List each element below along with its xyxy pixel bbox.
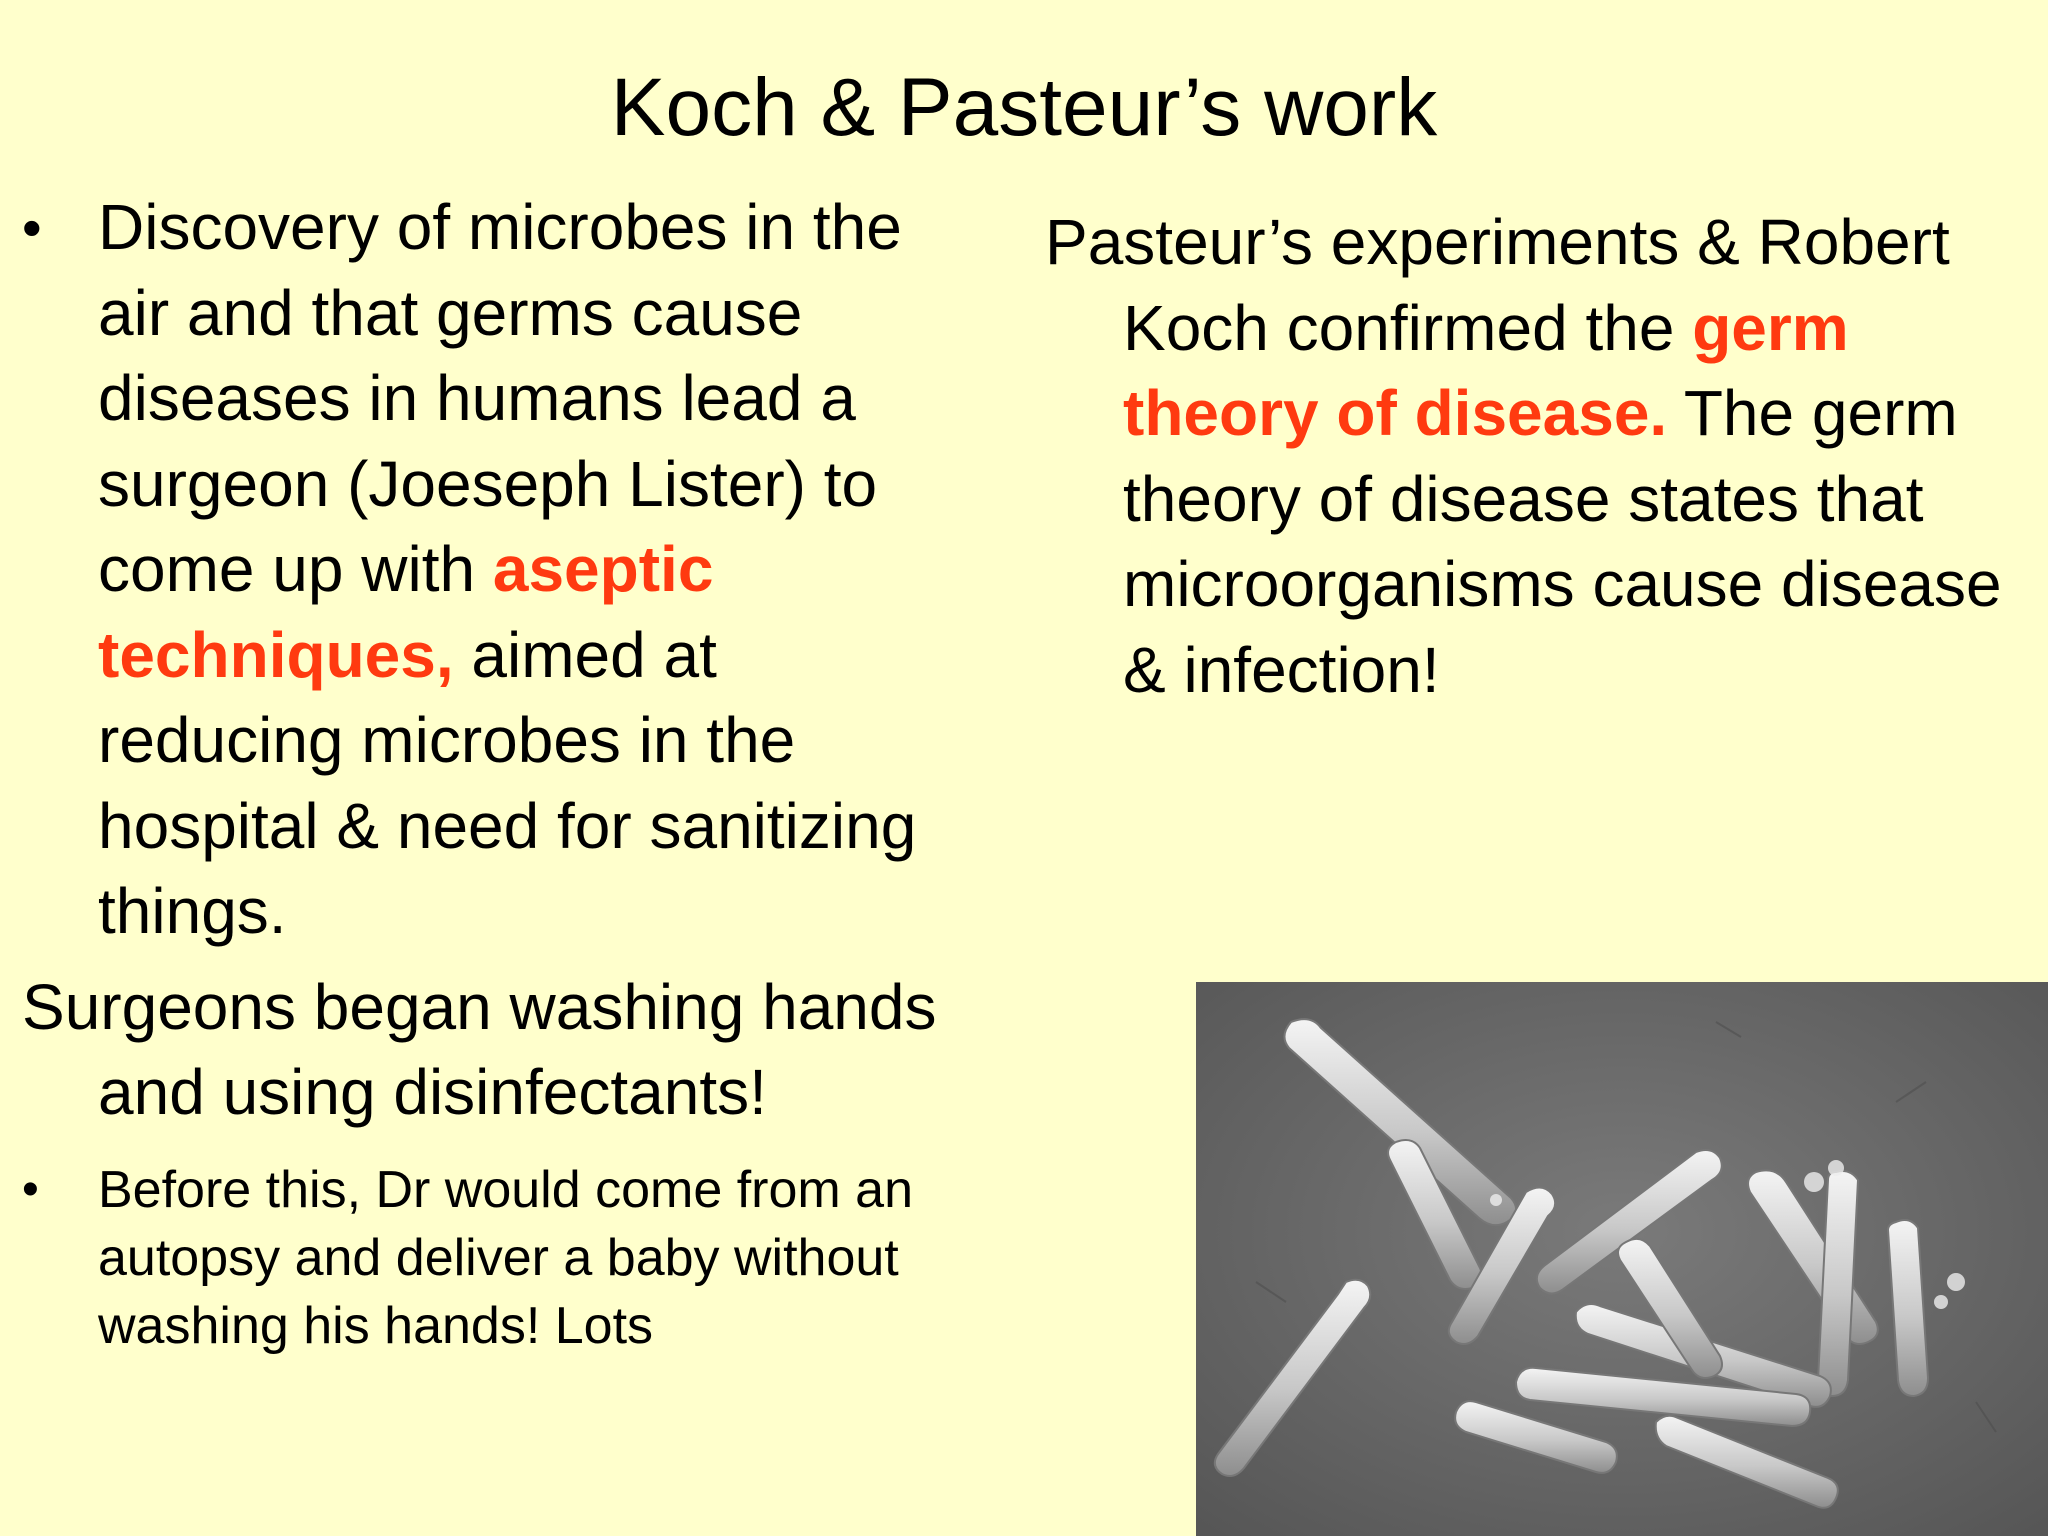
- germ-theory-text-start: Pasteur’s experiments & Robert Koch confirmed the: [1045, 206, 1950, 364]
- lister-text-end: aimed at reducing microbes in the hospital & need for sanitizing things.: [98, 618, 917, 947]
- bullet-marker: •: [22, 1162, 39, 1216]
- bullet-marker: •: [22, 196, 42, 259]
- germ-theory-highlight: germ theory of disease.: [1123, 291, 1849, 449]
- bullet-lister-aseptic: [22, 185, 952, 955]
- germ-theory-text-end: The germ theory of disease states that microorganisms cause disease & infection!: [1123, 377, 2002, 706]
- slide-title: Koch & Pasteur’s work: [610, 62, 1438, 153]
- bacteria-micrograph-drawing: [1196, 982, 2048, 1536]
- lister-text-start: Discovery of microbes in the air and that germs cause diseases in humans lead a surgeon (Joeseph Lister) to come up with: [98, 191, 902, 605]
- bacteria-micrograph-image: [1196, 982, 2048, 1536]
- germ-theory-paragraph: [1045, 200, 2025, 713]
- bullet-autopsy-note: [22, 1156, 952, 1360]
- autopsy-note-text: Before this, Dr would come from an autopsy and deliver a baby without washing his hands! Lots: [98, 1160, 913, 1355]
- surgeons-washing-paragraph: Surgeons began washing hands and using disinfectants!: [22, 970, 937, 1128]
- aseptic-techniques-highlight: aseptic techniques,: [98, 533, 714, 691]
- left-text-column: [22, 185, 952, 1360]
